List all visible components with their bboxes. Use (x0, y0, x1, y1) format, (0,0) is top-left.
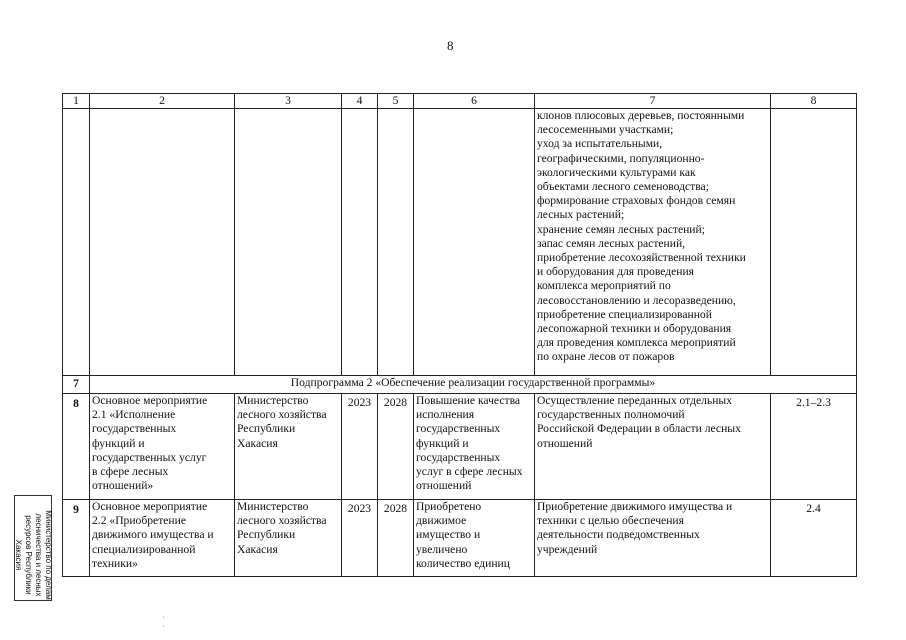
description-line: хранение семян лесных растений; (537, 222, 705, 236)
activity-cell: Основное мероприятие 2.1 «Исполнение государственных функций и государственных услуг в сфере лесных отношений» (90, 394, 235, 500)
description-line: приобретение лесохозяйственной техники (537, 251, 746, 265)
result-cell: Повышение качества исполнения государственных функций и государственных услуг в сфере лесных отношений (414, 394, 535, 500)
subprogram-title: Подпрограмма 2 «Обеспечение реализации государственной программы» (90, 376, 857, 394)
registration-stamp (14, 495, 52, 601)
description-cell: Приобретение движимого имущества и техники с целью обеспечения деятельности подведомственных учреждений (535, 500, 771, 577)
indicators-cell: 2.4 (771, 500, 857, 577)
column-header: 1 (63, 94, 90, 109)
description-line: объектами лесного семеноводства; (537, 180, 709, 194)
column-header: 2 (90, 94, 235, 109)
column-header: 6 (414, 94, 535, 109)
description-line: формирование страховых фондов семян (537, 194, 736, 208)
scan-mark: · (162, 613, 165, 622)
description-line: уход за испытательными, (537, 137, 663, 151)
scan-mark: · (162, 622, 165, 631)
executor-cell: Министерство лесного хозяйства Республики Хакасия (235, 500, 342, 577)
description-line: комплекса мероприятий по (537, 279, 671, 293)
description-cell: Осуществление переданных отдельных государственных полномочий Российской Федерации в области лесных отношений (535, 394, 771, 500)
column-header: 7 (535, 94, 771, 109)
description-line: лесопожарной техники и оборудования (537, 322, 732, 336)
row-number: 9 (63, 500, 90, 577)
activity-cell: Основное мероприятие 2.2 «Приобретение движимого имущества и специализированной техники» (90, 500, 235, 577)
description-line: и оборудования для проведения (537, 265, 695, 279)
row-number: 7 (63, 376, 90, 394)
end-year: 2028 (378, 500, 414, 577)
description-line: лесосеменными участками; (537, 123, 674, 137)
indicators-cell: 2.1–2.3 (771, 394, 857, 500)
page-number: 8 (447, 38, 454, 53)
activities-table (62, 93, 857, 577)
column-header: 5 (378, 94, 414, 109)
row-number: 8 (63, 394, 90, 500)
description-line: географическими, популяционно- (537, 151, 705, 165)
executor-cell: Министерство лесного хозяйства Республики Хакасия (235, 394, 342, 500)
continued-row (63, 109, 857, 376)
table-row (63, 394, 857, 500)
description-line: клонов плюсовых деревьев, постоянными (537, 109, 745, 122)
description-line: экологическими культурами как (537, 165, 696, 179)
result-cell: Приобретено движимое имущество и увеличено количество единиц (414, 500, 535, 577)
subprogram-row (63, 376, 857, 394)
column-header: 4 (342, 94, 378, 109)
stamp-text: Министерство по делам лесничества и лесных ресурсов Республики Хакасия (14, 510, 53, 600)
continued-description-cell (535, 109, 771, 376)
description-line: по охране лесов от пожаров (537, 350, 675, 364)
description-line: приобретение специализированной (537, 307, 712, 321)
start-year: 2023 (342, 394, 378, 500)
description-line: лесовосстановлению и лесоразведению, (537, 293, 736, 307)
header-row (63, 94, 857, 109)
description-line: запас семян лесных растений, (537, 236, 686, 250)
start-year: 2023 (342, 500, 378, 577)
column-header: 8 (771, 94, 857, 109)
table-row (63, 500, 857, 577)
description-line: для проведения комплекса мероприятий (537, 336, 736, 350)
column-header: 3 (235, 94, 342, 109)
end-year: 2028 (378, 394, 414, 500)
description-line: лесных растений; (537, 208, 625, 222)
